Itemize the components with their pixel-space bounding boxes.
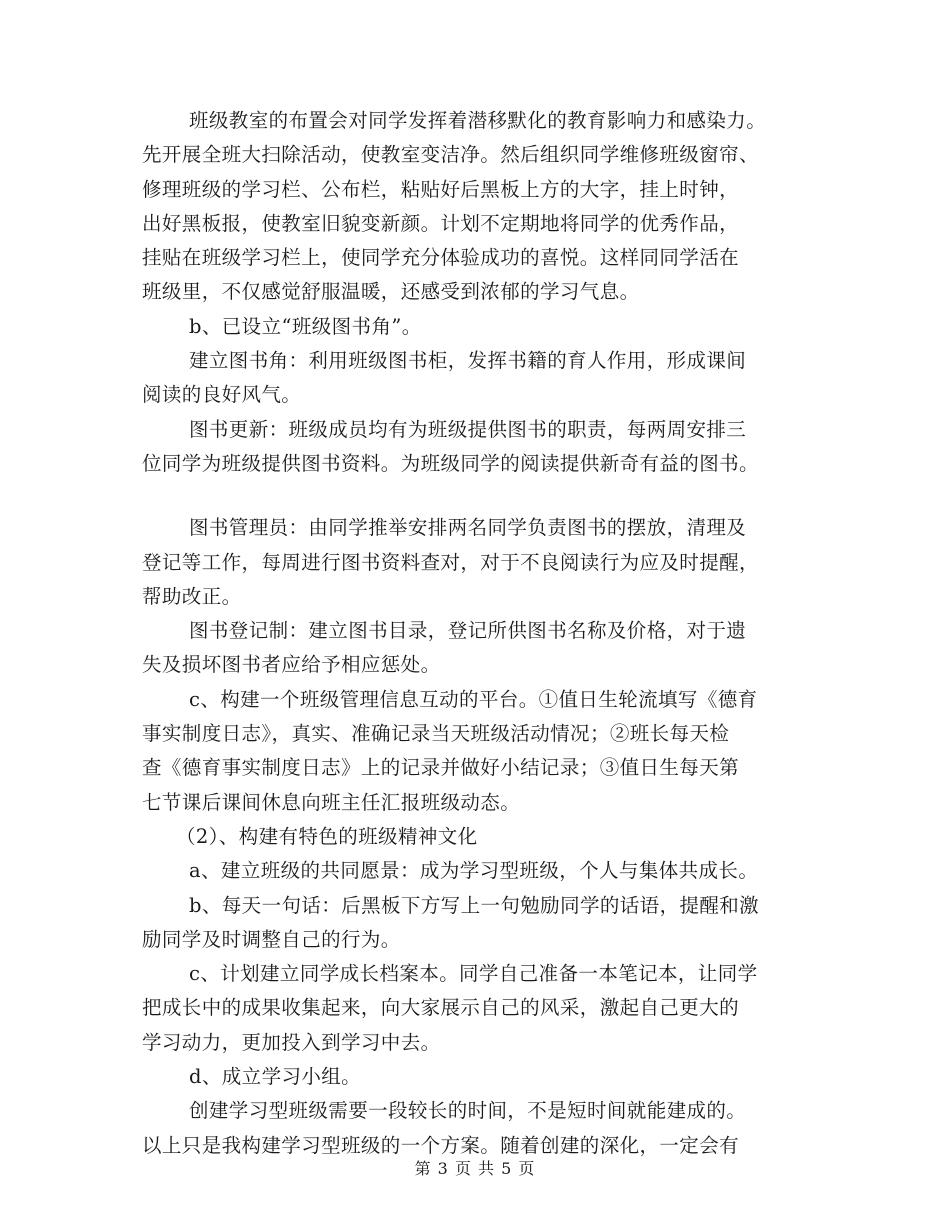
paragraph-gap [142,481,812,511]
text-line: a、建立班级的共同愿景：成为学习型班级，个人与集体共成长。 [189,859,759,883]
text-line: 七节课后课间休息向班主任汇报班级动态。 [142,790,521,814]
text-line: 阅读的良好风气。 [142,383,302,407]
text-line: 以上只是我构建学习型班级的一个方案。随着创建的深化，一定会有 [142,1133,740,1157]
text-line: c、计划建立同学成长档案本。同学自己准备一本笔记本，让同学 [189,962,758,986]
text-line: 查《德育事实制度日志》上的记录并做好小结记录；③值日生每天第 [142,756,740,780]
text-line: 帮助改正。 [142,584,242,608]
text-line: d、成立学习小组。 [189,1065,362,1089]
text-line: 挂贴在班级学习栏上，使同学充分体验成功的喜悦。这样同同学活在 [142,246,740,270]
text-line: 登记等工作，每周进行图书资料查对，对于不良阅读行为应及时提醒， [142,550,759,574]
text-line: 先开展全班大扫除活动，使教室变洁净。然后组织同学维修班级窗帘、 [142,143,759,167]
text-line: 励同学及时调整自己的行为。 [142,927,401,951]
text-line: c、构建一个班级管理信息互动的平台。①值日生轮流填写《德育 [189,687,758,711]
page-number-footer: 第 3 页 共 5 页 [414,1159,536,1178]
text-line: 图书登记制：建立图书目录，登记所供图书名称及价格，对于遗 [189,619,747,643]
body-text [142,104,812,1163]
text-line: 把成长中的成果收集起来，向大家展示自己的风采，激起自己更大的 [142,996,740,1020]
text-line: 修理班级的学习栏、公布栏，粘贴好后黑板上方的大字，挂上时钟， [142,177,740,201]
text-line: 图书管理员：由同学推举安排两名同学负责图书的摆放，清理及 [189,516,747,540]
text-line: 出好黑板报，使教室旧貌变新颜。计划不定期地将同学的优秀作品， [142,211,740,235]
text-line: 图书更新：班级成员均有为班级提供图书的职责，每两周安排三 [189,417,747,441]
text-line: 建立图书角：利用班级图书柜，发挥书籍的育人作用，形成课间 [189,349,747,373]
text-line: 创建学习型班级需要一段较长的时间，不是短时间就能建成的。 [189,1099,747,1123]
text-line: 事实制度日志》，真实、准确记录当天班级活动情况；②班长每天检 [142,722,730,746]
text-line: 学习动力，更加投入到学习中去。 [142,1030,441,1054]
text-line: b、已设立“班级图书角”。 [189,314,422,338]
text-line: 位同学为班级提供图书资料。为班级同学的阅读提供新奇有益的图书。 [142,451,759,475]
text-line: 失及损坏图书者应给予相应惩处。 [142,653,441,677]
text-line: 班级教室的布置会对同学发挥着潜移默化的教育影响力和感染力。 [189,109,767,132]
section-heading: （2）、构建有特色的班级精神文化 [176,824,478,848]
text-line: 班级里，不仅感觉舒服温暖，还感受到浓郁的学习气息。 [142,280,640,304]
text-line: b、每天一句话：后黑板下方写上一句勉励同学的话语，提醒和激 [189,893,760,917]
